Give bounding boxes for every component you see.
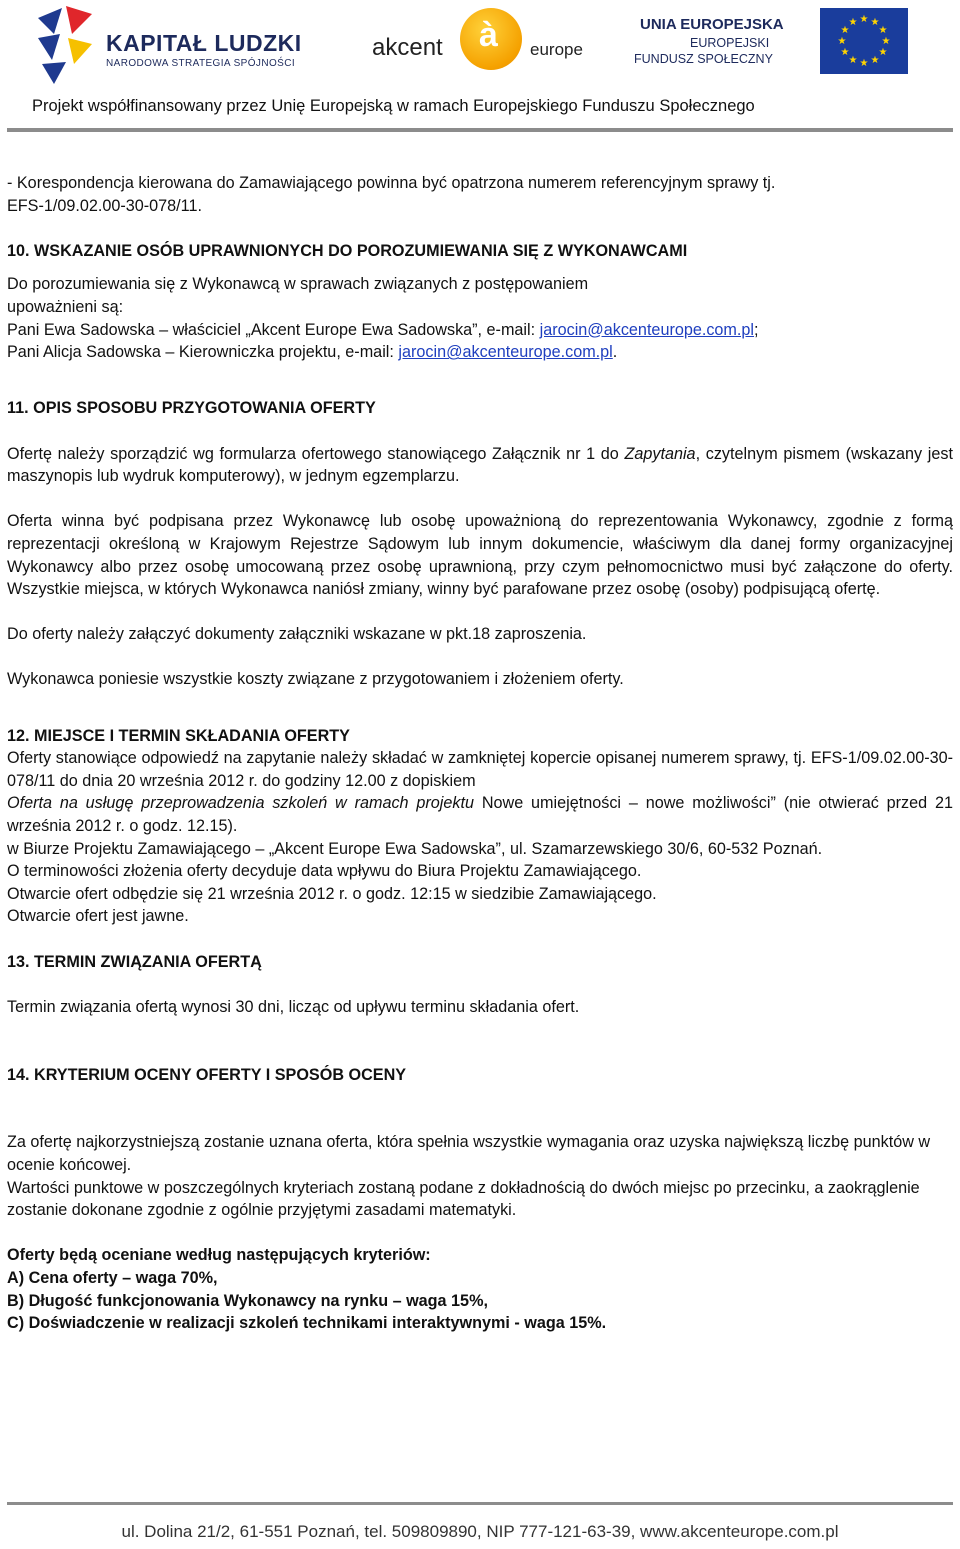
section-10-person-2: Pani Alicja Sadowska – Kierowniczka projektu, e-mail: jarocin@akcenteurope.com.pl. [7,343,618,362]
section-13-paragraph-1: Termin związania ofertą wynosi 30 dni, licząc od upływu terminu składania ofert. [7,997,580,1016]
svg-text:★: ★ [848,55,858,66]
section-10-line-1: Do porozumiewania się z Wykonawcą w sprawach związanych z postępowaniem [7,275,589,294]
section-12-paragraph-4: O terminowości złożenia oferty decyduje data wpływu do Biura Projektu Zamawiającego. [7,862,642,881]
section-10-line-2: upoważnieni są: [7,297,124,316]
akcent-letter: à [479,16,498,54]
akcent-europe-word: europe [530,40,583,59]
eu-logo [630,8,910,78]
section-14-paragraph-2: Wartości punktowe w poszczególnych kryteriach zostaną podane z dokładnością do dwóch miejsc po przecinku, a zaokrąglenie zostanie dokonane zgodnie z ogólnie przyjętymi zasadami matematyki. [7,1178,920,1220]
section-12-paragraph-3: w Biurze Projektu Zamawiającego – „Akcent Europe Ewa Sadowska”, ul. Szamarzewskiego 30/6, 60-532 Poznań. [7,839,823,858]
section-12-heading: 12. MIEJSCE I TERMIN SKŁADANIA OFERTY [7,726,350,745]
section-12-paragraph-1: Oferty stanowiące odpowiedź na zapytanie należy składać w zamkniętej kopercie opisanej numerem sprawy, tj. EFS-1/09.02.00-30-078/11 do dnia 20 września 2012 r. do godziny 12.00 z dopiskiem [7,749,953,790]
eu-line-3: FUNDUSZ SPOŁECZNY [634,52,773,66]
kapital-ludzki-logo [32,4,312,86]
email-link-1[interactable]: jarocin@akcenteurope.com.pl [539,320,755,339]
section-13-heading: 13. TERMIN ZWIĄZANIA OFERTĄ [7,952,262,971]
section-11-heading: 11. OPIS SPOSOBU PRZYGOTOWANIA OFERTY [7,399,376,418]
kapital-ludzki-subtitle: NARODOWA STRATEGIA SPÓJNOŚCI [106,58,296,69]
eu-line-1: UNIA EUROPEJSKA [640,16,784,33]
svg-text:★: ★ [878,47,888,58]
intro-line-1: - Korespondencja kierowana do Zamawiającego powinna być opatrzona numerem referencyjnym sprawy tj. [7,174,776,192]
svg-text:★: ★ [870,17,880,28]
section-11-paragraph-2: Oferta winna być podpisana przez Wykonawcę lub osobę upoważnioną do reprezentowania Wykonawcy, zgodnie z formą reprezentacji określoną w Krajowym Rejestrze Sądowym lub innym dokumencie, właściwym dla danej formy organizacyjnej Wykonawcy albo przez osobę umocowaną przez osobę uprawnioną, przy czym pełnomocnictwo musi być załączone do oferty. Wszystkie miejsca, w których Wykonawca naniósł zmiany, winny być parafowane przez osobę (osoby) podpisującą ofertę. [7,512,953,599]
eu-flag-icon [820,8,908,74]
section-11-paragraph-1: Ofertę należy sporządzić wg formularza ofertowego stanowiącego Załącznik nr 1 do Zapytania, czytelnym pismem (wskazany jest maszynopis lub wydruk komputerowy), w jednym egzemplarzu. [7,444,953,486]
section-12-paragraph-6: Otwarcie ofert jest jawne. [7,907,189,926]
email-link-2[interactable]: jarocin@akcenteurope.com.pl [398,343,613,362]
eu-line-2: EUROPEJSKI [690,36,770,50]
svg-text:★: ★ [837,36,847,47]
akcent-europe-logo [368,6,608,78]
kapital-ludzki-emblem-icon [32,4,98,86]
header-tagline: Projekt współfinansowany przez Unię Europejską w ramach Europejskiego Funduszu Społecznego [32,97,755,115]
section-14-paragraph-1: Za ofertę najkorzystniejszą zostanie uznana oferta, która spełnia wszystkie wymagania oraz uzyska największą liczbę punktów w ocenie końcowej. [7,1133,931,1174]
svg-text:★: ★ [870,55,880,66]
footer-divider [7,1502,953,1505]
section-11-paragraph-4: Wykonawca poniesie wszystkie koszty związane z przygotowaniem i złożeniem oferty. [7,670,624,689]
section-14-heading: 14. KRYTERIUM OCENY OFERTY I SPOSÓB OCENY [7,1065,407,1084]
section-12-paragraph-2: Oferta na usługę przeprowadzenia szkoleń w ramach projektu Nowe umiejętności – nowe możliwości” (nie otwierać przed 21 września 2012 r. o godz. 12.15). [7,794,953,836]
header-divider [7,128,953,132]
svg-text:★: ★ [848,17,858,28]
kapital-ludzki-title: KAPITAŁ LUDZKI [106,30,302,56]
section-10-heading: 10. WSKAZANIE OSÓB UPRAWNIONYCH DO POROZUMIEWANIA SIĘ Z WYKONAWCAMI [7,241,688,260]
section-10-person-1: Pani Ewa Sadowska – właściciel „Akcent Europe Ewa Sadowska”, e-mail: jarocin@akcenteurope.com.pl; [7,320,759,339]
criteria-item-c: C) Doświadczenie w realizacji szkoleń technikami interaktywnymi - waga 15%. [7,1314,607,1333]
svg-text:★: ★ [859,58,869,69]
svg-text:★: ★ [840,25,850,36]
svg-text:★: ★ [840,47,850,58]
page-footer: ul. Dolina 21/2, 61-551 Poznań, tel. 509809890, NIP 777-121-63-39, www.akcenteurope.com.pl [121,1522,839,1541]
criteria-title: Oferty będą oceniane według następujących kryteriów: [7,1246,431,1265]
akcent-word: akcent [372,34,443,61]
section-11-paragraph-3: Do oferty należy załączyć dokumenty załączniki wskazane w pkt.18 zaproszenia. [7,625,587,644]
svg-text:★: ★ [859,14,869,25]
criteria-item-a: A) Cena oferty – waga 70%, [7,1268,218,1287]
criteria-item-b: B) Długość funkcjonowania Wykonawcy na rynku – waga 15%, [7,1291,488,1310]
svg-text:★: ★ [881,36,891,47]
intro-line-2: EFS-1/09.02.00-30-078/11. [7,196,202,215]
section-12-paragraph-5: Otwarcie ofert odbędzie się 21 września 2012 r. o godz. 12:15 w siedzibie Zamawiającego. [7,884,657,903]
svg-text:★: ★ [878,25,888,36]
document-body [7,172,953,1335]
page-header [0,0,960,136]
